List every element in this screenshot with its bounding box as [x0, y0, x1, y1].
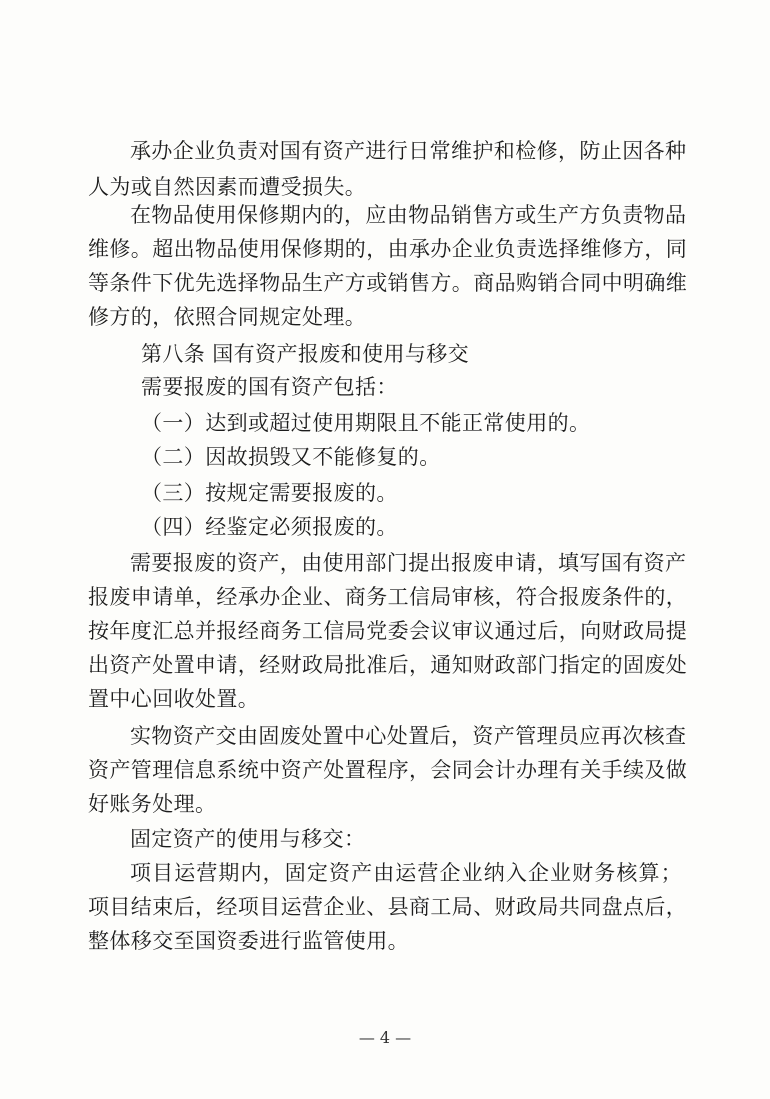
text-line: 置中心回收处置。 [88, 687, 260, 711]
text-line: 实物资产交由固废处置中心处置后，资产管理员应再次核查 [130, 724, 687, 748]
section-heading: 第八条 国有资产报废和使用与移交 [141, 342, 470, 366]
text-line: 项目结束后，经项目运营企业、县商工局、财政局共同盘点后， [88, 895, 688, 919]
text-line: 报废申请单，经承办企业、商务工信局审核，符合报废条件的， [88, 585, 688, 609]
page-number: — 4 — [358, 1028, 412, 1047]
list-item: （二）因故损毁又不能修复的。 [141, 445, 441, 469]
text-line: 整体移交至国资委进行监管使用。 [88, 929, 409, 953]
text-line: 出资产处置申请，经财政局批准后，通知财政部门指定的固废处 [88, 653, 688, 677]
text-line: 固定资产的使用与移交： [130, 827, 366, 851]
text-line: 需要报废的资产，由使用部门提出报废申请，填写国有资产 [130, 551, 687, 575]
text-line: 需要报废的国有资产包括： [141, 375, 398, 399]
text-line: 好账务处理。 [88, 792, 217, 816]
text-line: 按年度汇总并报经商务工信局党委会议审议通过后，向财政局提 [88, 619, 688, 643]
text-line: 人为或自然因素而遭受损失。 [88, 175, 367, 199]
text-line: 项目运营期内，固定资产由运营企业纳入企业财务核算； [130, 861, 682, 885]
text-line: 承办企业负责对国有资产进行日常维护和检修，防止因各种 [130, 139, 687, 163]
text-line: 维修。超出物品使用保修期的，由承办企业负责选择维修方，同 [88, 237, 688, 261]
text-line: 资产管理信息系统中资产处置程序，会同会计办理有关手续及做 [88, 758, 688, 782]
text-line: 等条件下优先选择物品生产方或销售方。商品购销合同中明确维 [88, 271, 688, 295]
list-item: （一）达到或超过使用期限且不能正常使用的。 [141, 411, 591, 435]
list-item: （三）按规定需要报废的。 [141, 481, 398, 505]
list-item: （四）经鉴定必须报废的。 [141, 515, 398, 539]
text-line: 在物品使用保修期内的，应由物品销售方或生产方负责物品 [130, 203, 687, 227]
text-line: 修方的，依照合同规定处理。 [88, 305, 367, 329]
